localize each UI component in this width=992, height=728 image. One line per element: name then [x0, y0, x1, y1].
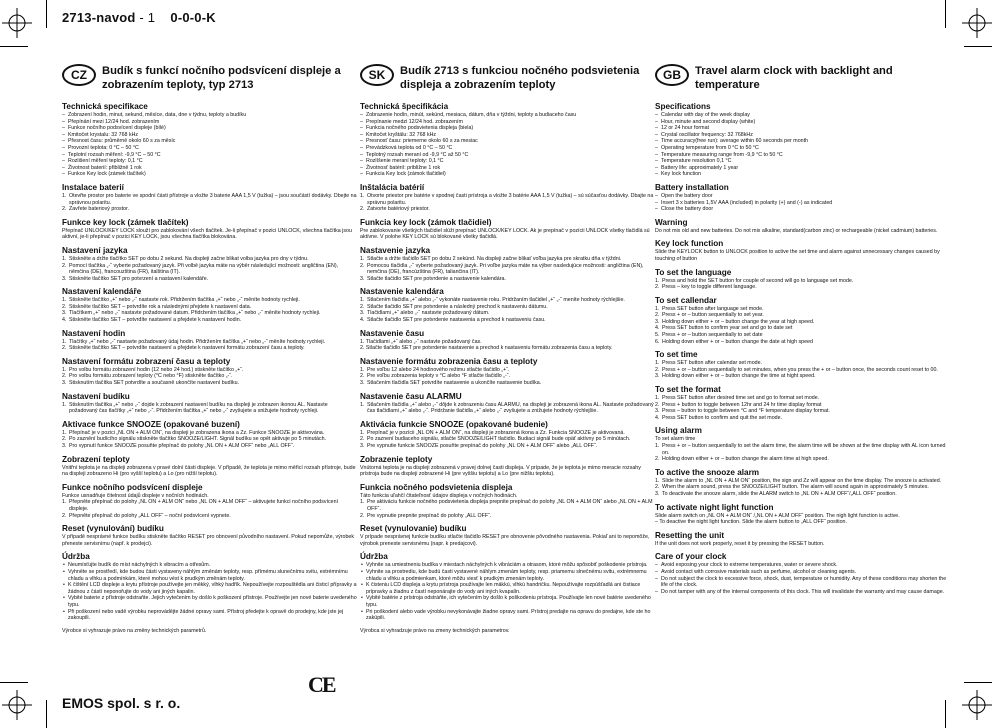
list-item: • Vybité batérie z prístroja odstráňte, ich vytečením by došlo k poškodeniu prístroja. Používajte len nové batérie uvedeného typu.: [360, 595, 655, 608]
list-item-text: Holding down either + or – button change the alarm time at high speed.: [662, 456, 829, 463]
section-heading: Nastavenie času: [360, 328, 425, 338]
section-heading: Nastavení kalendáře: [62, 287, 142, 297]
list-item: – Přesnost času: průměrně okolo 60 s za měsíc: [62, 138, 357, 145]
list-item-text: Pre voľbu 12 alebo 24 hodinového režimu stlačte tlačidlo „+“.: [367, 366, 510, 373]
list-item: – Zobrazenie hodín, minút, sekúnd, mesiaca, dátum, dňa v týždni, teploty a budiaceho času: [360, 112, 655, 119]
list-item: – Rozlišení měření teploty: 0,1 °C: [62, 158, 357, 165]
list-item: 1. Stiskněte a držte tlačítko SET po dobu 2 sekund. Na displeji začne blikat volba jazyka pro dny v týdnu.: [62, 255, 309, 262]
list-item: 1. Pro volbu formátu zobrazení hodin (12 nebo 24 hod.) stiskněte tlačítko „+“.: [62, 366, 244, 373]
list-item: 1. Press SET button after desired time set and go to format set mode.: [655, 395, 820, 402]
list-item-text: Stlačte a držte tlačidlo SET po dobu 2 sekúnd. Na displeji začne blikať voľba jazyka pre skratku dňa v týždni.: [367, 255, 622, 262]
paragraph: Slide the KEYLOCK button to UNLOCK position to active the set time and alarm against unnecessary changes caused by touching of button: [655, 249, 940, 262]
list-item: – Zobrazení hodin, minut, sekund, měsíce, data, dne v týdnu, teploty a budíku: [62, 112, 357, 119]
company-name: EMOS spol. s r. o.: [62, 695, 181, 711]
paragraph: Funkce usnadňuje čitelnost údajů displeje v nočních hodinách.: [62, 492, 209, 499]
list-item: 2. When the alarm sound, press the SNOOZE/LIGHT button. The alarm will sound again in approximately 5 minutes.: [655, 484, 929, 491]
list-item: – Prevádzková teplota od 0 °C – 50 °C: [360, 145, 655, 152]
list-item-text: Holding down either + or – button change the year at high speed.: [662, 318, 815, 325]
dash-list: [655, 112, 950, 178]
section-heading: Nastavení hodin: [62, 328, 126, 338]
list-item: – Funkce nočního podsvícení displeje (bílé): [62, 125, 357, 132]
section-heading: Nastavenie formátu zobrazenia času a teploty: [360, 356, 538, 366]
list-item: 1. Přepínač je v pozici „NL ON + ALM ON“, na displeji je zobrazena ikona a Zz. Funkce SNOOZE je aktivována.: [62, 429, 325, 436]
list-item: 2. Pre voľbu zobrazenia teploty v °C alebo °F stlačte tlačidlo „-“.: [360, 373, 510, 380]
list-item: 3. Holding down either + or – button change the time at hight speed.: [655, 373, 816, 380]
bullet-list: [360, 562, 655, 621]
separator: -: [139, 10, 144, 25]
paragraph: – To deactive the night light function. Slide the alarm button to „ALL OFF“ position.: [655, 519, 847, 526]
list-item: – Funkcia nočného podsvietenia displeja (biela): [360, 125, 655, 132]
version-code: 0-0-0-K: [170, 10, 216, 25]
section-heading: Údržba: [360, 552, 388, 562]
list-item-text: Press + or – button sequentially to set minutes, when you press the + or – button once, the seconds count reset to 00.: [662, 366, 938, 373]
list-item: 2. Pre vypnutie prepnite prepínač do polohy „ALL OFF“.: [360, 512, 492, 519]
list-item: 3. Stisknutím tlačítka SET potvrdíte a současně ukončíte nastavení budíku.: [62, 380, 240, 387]
dash-list: [62, 112, 357, 178]
paragraph: If the unit does not work properly, reset it by pressing the RESET button.: [655, 540, 825, 547]
list-item: 3. Stlačte tlačidlo SET pre potvrdenie a nastavenie kalendára.: [360, 275, 506, 282]
list-item: 2. Pomocí tlačítka „-“ vyberte požadovaný jazyk. Při volbě jazyka máte na výběr následující možnosti: angličtina (EN), němčina (DE), francouzština (FR), italština (IT).: [62, 262, 339, 276]
column-sk: [360, 64, 655, 700]
list-item-text: Stiskněte tlačítko „+“ nebo „-“ nastavte rok. Přidržením tlačítka „+“ nebo „-“ měníte hodnoty rychleji.: [69, 297, 300, 304]
list-item: 1. Pre voľbu 12 alebo 24 hodinového režimu stlačte tlačidlo „+“.: [360, 366, 510, 373]
list-item-text: Press + button to toggle between 12hr and 24 hr time display format: [662, 401, 822, 408]
list-item: 1. Press SET button after calendar set mode.: [655, 360, 763, 367]
list-item: – Battery life: approximately 1 year: [655, 165, 950, 172]
crop-mark: [46, 0, 47, 28]
list-item: – Time accuracy(free run): average within 60 seconds per month: [655, 138, 950, 145]
list-item: 2. Stiskněte tlačítko SET – potvrdíte rok a následnými přejdete k nastavení data.: [62, 303, 252, 310]
list-item: 3. Pre vypnutie funkcie SNOOZE posuňte prepínač do polohy „NL ON + ALM OFF“ alebo „ALL OFF“.: [360, 443, 598, 449]
section-heading: Specifications: [655, 102, 711, 111]
list-item: 5. Press + or – button sequentially to set date: [655, 332, 763, 339]
paragraph: Do not mix old and new batteries. Do not mix alkaline, standard(carbon zinc) or rechargeable (nickel cadmium) batteries.: [655, 227, 938, 234]
list-item: 1. Press + or – button sequentially to set the alarm time, the alarm time will be shown at the time display with AL icon turned on.: [655, 443, 946, 456]
list-item: 2. Po zaznení budiaceho signálu, stlačte SNOOZE/LIGHT tlačidlo. Budiaci signál bude opäť aktívny po 5 minútach.: [360, 436, 631, 443]
list-item-text: Press + or – button sequentially to set year.: [662, 312, 764, 319]
list-item: – Rozlíšenie meraní teploty: 0,1 °C: [360, 158, 655, 165]
bullet-list: [62, 562, 357, 621]
list-item-text: Přepněte přepínač do polohy „ALL OFF“ – noční podsvícení vypnete.: [69, 512, 231, 519]
list-item: • K čisteniu LCD displeja a krytu prístroja používajte len mäkkú, vlhkú handričku. Nepoužívajte rozpúšťadlá ani čistiace prípravky a žiadnu z častí neponárajte do vody ani iných kvapalín.: [360, 582, 655, 595]
list-item: – Funkcia Key lock (zámok tlačidiel): [360, 171, 655, 178]
list-item: 2. Press – key to toggle different language.: [655, 284, 757, 291]
list-item-text: Press SET button to confirm and quit the set mode.: [662, 414, 783, 421]
numbered-list: [655, 306, 950, 346]
section-heading: Warning: [655, 217, 688, 227]
section-heading: Nastavenie času ALARMU: [360, 391, 462, 401]
numbered-list: [655, 395, 950, 421]
list-item: – Do not tamper with any of the internal components of this clock. This will invalidate the warranty and may cause damage.: [655, 589, 950, 596]
list-item: 1. Press and hold the SET button for couple of second will go to language set mode.: [655, 277, 854, 284]
numbered-list: [62, 297, 357, 323]
list-item-text: Slide the alarm to „NL ON + ALM ON“ position, the sign and Zz will appear on the time display. The snooze is activated.: [662, 477, 942, 484]
list-item: 1. Pre aktiváciu funkcie nočného podsvietenia displeja prepnite prepínač do polohy „NL ON + ALM ON“ alebo „NL ON + ALM OFF“.: [360, 499, 653, 512]
list-item-text: Po zaznení budiaceho signálu, stlačte SNOOZE/LIGHT tlačidlo. Budiaci signál bude opäť aktívny po 5 minútach.: [367, 436, 631, 443]
list-item: – Presnosť času: priemerne okolo 60 s za mesiac: [360, 138, 655, 145]
list-item: 2. Stiskněte tlačítko SET – potvrdíte nastavení a přejdete k nastavení formátu zobrazení času a teploty.: [62, 345, 305, 352]
list-item: 6. Holding down either + or – button change the date at high speed: [655, 338, 813, 345]
list-item-text: Pro vypnutí funkce SNOOZE posuňte přepínač do polohy „NL ON + ALM OFF“ nebo „ALL OFF“.: [69, 443, 295, 449]
list-item: – Kmitočet krystalu: 32 768 kHz: [62, 132, 357, 139]
paragraph: Pre zablokovanie všetkých tlačidiel slúži prepínač UNLOCK/KEY LOCK. Ak je prepínač v pozícii UNLOCK všetky tlačidlá sú aktívne. V polohe KEY LOCK sú blokované všetky tlačidlá.: [360, 227, 650, 241]
list-item-text: Stiskněte tlačítko SET – potvrdíte rok a následnými přejdete k nastavení data.: [69, 303, 252, 310]
section-heading: Funkcia key lock (zámok tlačidiel): [360, 217, 492, 227]
section-header: [655, 64, 950, 92]
section-heading: Technická špecifikácia: [360, 102, 449, 111]
section-heading: Instalace baterií: [62, 182, 124, 192]
list-item: – Prepínanie medzi 12/24 hod. zobrazením: [360, 119, 655, 126]
list-item: 4. Press SET button to confirm and quit the set mode.: [655, 414, 783, 421]
list-item: – Insert 3 x batteries 1,5V AAA (included) in polarity (+) and (-) as indicated: [655, 200, 950, 207]
crop-mark: [964, 46, 992, 47]
list-item-text: Tlačítkem „+“ nebo „-“ nastavte požadované datum. Přidržením tlačítka „+“ nebo „-“ měníte hodnoty rychleji.: [69, 310, 321, 317]
list-item: • K čištění LCD displeje a krytu přístroje používejte jen měkký, vlhký hadřík. Nepoužívejte rozpouštědla ani čisticí přípravky a žádnou z částí neponořujte do vody ani jiných kapalin.: [62, 582, 357, 595]
manufacturer-note: Výrobce si vyhrazuje právo na změny technických parametrů.: [62, 627, 207, 634]
list-item: 2. Stlačte tlačidlo SET pre potvrdenie a následný prechod k nastaveniu dátumu.: [360, 303, 548, 310]
paragraph: To set alarm time: [655, 436, 696, 443]
section-heading: To set callendar: [655, 295, 717, 305]
list-item-text: Pro volbu formátu zobrazení hodin (12 nebo 24 hod.) stiskněte tlačítko „+“.: [69, 366, 244, 373]
dash-list: [655, 562, 950, 595]
list-item: 2. Po zaznění budícího signálu stiskněte tlačítko SNOOZE/LIGHT. Signál budíku se opět aktivuje po 5 minutách.: [62, 436, 327, 443]
page-number: 1: [147, 10, 156, 25]
list-item: – Přepínání mezi 12/24 hod. zobrazením: [62, 119, 357, 126]
list-item: • Neumísťujte budík do míst náchylných k vibracím a otřesům.: [62, 562, 357, 569]
numbered-list: [655, 360, 950, 380]
list-item: – 12 or 24 hour format: [655, 125, 950, 132]
section-heading: To set the language: [655, 267, 732, 277]
section-heading: Nastavení formátu zobrazení času a teploty: [62, 356, 231, 366]
list-item: 4. Press SET button to confirm year set and go to date set: [655, 325, 793, 332]
list-item-text: When the alarm sound, press the SNOOZE/LIGHT button. The alarm will sound again in approximately 5 minutes.: [662, 484, 929, 491]
numbered-list: [62, 367, 357, 387]
numbered-list: [360, 256, 655, 282]
list-item: 3. Tlačidlami „+“ alebo „-“ nastavte požadovaný dátum.: [360, 310, 490, 317]
list-item: – Key lock function: [655, 171, 950, 178]
list-item-text: Tlačítky „+“ nebo „-“ nastavte požadovaný údaj hodin. Přidržením tlačítka „+“ nebo „-“ měníte hodnoty rychleji.: [69, 338, 326, 345]
numbered-list: [62, 193, 357, 213]
ce-mark: CE: [308, 672, 335, 697]
column-gb: [655, 64, 950, 700]
list-item-text: Stlačte tlačidlo SET pre potvrdenie a následný prechod k nastaveniu dátumu.: [367, 303, 548, 310]
list-item: 2. Pomocou tlačidla „-“ vyberte požadovaný jazyk. Pri voľbe jazyka máte na výber nasledujúce možnosti: angličtina (EN), nemčina (DE), francúzština (FR), taliančina (IT).: [360, 262, 644, 276]
section-heading: Funkcia nočného podsvietenia displeja: [360, 482, 513, 492]
list-item-text: Otevřte prostor pro baterie ve spodní části přístroje a vložte 3 baterie AAA 1,5 V (tužka) – jsou součástí dodávky. Dbejte na správnou polaritu.: [69, 192, 357, 206]
section-heading: Zobrazení teploty: [62, 454, 130, 464]
list-item: – Open the battery door: [655, 193, 950, 200]
list-item: 2. Press + or – button sequentially to set year.: [655, 312, 764, 319]
section-heading: To activate night light function: [655, 502, 774, 512]
numbered-list: [360, 193, 655, 213]
section-heading: Nastavení jazyka: [62, 245, 128, 255]
paragraph: Vnútorná teplota je na displeji zobrazená v pravej dolnej časti displeja. V prípade, že je teplota je mimo meracie rozsahy prístroja bude na displeji zobrazené Hi (pre vyššiu teplotu) a Lo (pre nižšiu teplotu).: [360, 464, 641, 478]
list-item-text: Stisknutím tlačítka SET potvrdíte a současně ukončíte nastavení budíku.: [69, 380, 240, 387]
list-item-text: Press and hold the SET button for couple of second will go to language set mode.: [662, 277, 854, 284]
section-heading: Zobrazenie teploty: [360, 454, 433, 464]
section-header: [360, 64, 655, 92]
numbered-list: [360, 499, 655, 519]
list-item-text: Přepínač je v pozici „NL ON + ALM ON“, na displeji je zobrazena ikona a Zz. Funkce SNOOZE je aktivována.: [69, 429, 325, 436]
list-item: 1. Slide the alarm to „NL ON + ALM ON“ position, the sign and Zz will appear on the time display. The snooze is activated.: [655, 477, 942, 484]
list-item-text: Holding down either + or – button change the time at hight speed.: [662, 373, 816, 380]
list-item-text: Stlačením tlačidla „+“ alebo „-“ dôjde k zobrazeniu času ALARMU, na displeji je zobrazená ikona AL. Nastavte požadovaný čas tlačidlami „+“ alebo „-“. Pridržanie tlačidla „+“ alebo „-“ zvyšujete a znižujete hodnoty rýchlejšie.: [367, 401, 654, 415]
list-item-text: Holding down either + or – button change the date at high speed: [662, 338, 813, 345]
numbered-list: [655, 278, 950, 291]
list-item: 1. Prepínač je v pozícii „NL ON + ALM ON“, na displeji je zobrazená ikona a Zz. Funkcia SNOOZE je aktivovaná.: [360, 429, 625, 436]
section-heading: To active the snooze alarm: [655, 467, 760, 477]
list-item-text: Pre voľbu zobrazenia teploty v °C alebo °F stlačte tlačidlo „-“.: [367, 373, 510, 380]
list-item: 4. Stiskněte tlačítko SET – potvrdíte nastavení a přejdete k nastavení hodin.: [62, 317, 242, 324]
list-item: – Calendar with day of the week display: [655, 112, 950, 119]
list-item-text: Stlačením tlačidla SET potvrdíte nastavenie a ukončíte nastavenie budíka.: [367, 380, 542, 387]
registration-mark-icon: [962, 8, 992, 38]
manufacturer-note: Výrobca si vyhradzuje právo na zmeny technických parametrov.: [360, 627, 510, 634]
list-item-text: Tlačidlami „+“ alebo „-“ nastavte požadovaný dátum.: [367, 310, 490, 317]
list-item: 3. To deactivate the snooze alarm, slide the ALARM switch to „NL ON + ALM OFF“/„ALL OFF“ position.: [655, 490, 897, 497]
section-heading: To set time: [655, 350, 698, 360]
crop-mark: [46, 700, 47, 728]
list-item-text: Pre vypnutie prepnite prepínač do polohy „ALL OFF“.: [367, 512, 492, 519]
list-item-text: Po zaznění budícího signálu stiskněte tlačítko SNOOZE/LIGHT. Signál budíku se opět aktivuje po 5 minutách.: [69, 436, 327, 443]
list-item-text: Pomocou tlačidla „-“ vyberte požadovaný jazyk. Pri voľbe jazyka máte na výber nasledujúce možnosti: angličtina (EN), nemčina (DE), francúzština (FR), taliančina (IT).: [367, 262, 644, 276]
list-item-text: Přepněte přepínač do polohy „NL ON + ALM ON“ nebo „NL ON + ALM OFF“ – aktivujete funkci nočního podsvícení displeje.: [69, 499, 339, 512]
paragraph: Táto funkcia uľahčí čitateľnosť údajov displeja v nočných hodinách.: [360, 492, 518, 499]
list-item-text: Press – button to toggle between °C and °F temperature display format.: [662, 408, 830, 415]
section-heading: Aktivace funkce SNOOZE (opakované buzení): [62, 419, 240, 429]
numbered-list: [655, 443, 950, 463]
list-item: • Vyhněte se prostředí, kde budou části vystaveny náhlým změnám teploty, resp. přímému slunečnímu svitu, extrémnímu chladu a vlhku a podmínkám, které mohou vést k prudkým změnám teploty.: [62, 569, 357, 582]
list-item-text: Zavřete bateriový prostor.: [69, 206, 130, 213]
list-item: – Provozní teplota: 0 °C – 50 °C: [62, 145, 357, 152]
list-item-text: Stlačte tlačidlo SET pre potvrdenie a nastavenie kalendára.: [367, 275, 506, 282]
list-item: 3. Stlačením tlačidla SET potvrdíte nastavenie a ukončíte nastavenie budíka.: [360, 380, 542, 387]
section-heading: Battery installation: [655, 182, 729, 192]
paragraph: 1. Tlačidlami „+“ alebo „-“ nastavte požadovaný čas.: [360, 338, 482, 345]
section-heading: Care of your clock: [655, 552, 727, 562]
list-item-text: Stiskněte tlačítko SET – potvrdíte nastavení a přejdete k nastavení formátu zobrazení času a teploty.: [69, 345, 305, 352]
section-heading: Funkce key lock (zámek tlačítek): [62, 217, 189, 227]
list-item-text: Press + or – button sequentially to set the alarm time, the alarm time will be shown at the time display with AL icon turned on.: [662, 443, 946, 456]
section-heading: Nastavenie kalendára: [360, 287, 444, 297]
list-item-text: Press SET button after desired time set and go to format set mode.: [662, 395, 820, 402]
list-item-text: Press – key to toggle different language.: [662, 284, 757, 291]
list-item: 1. Otvorte priestor pre batérie v spodnej časti prístroja a vložte 3 batérie AAA 1,5 V (tužka) – sú súčasťou dodávky. Dbajte na správnu polaritu.: [360, 192, 654, 206]
crop-mark: [945, 0, 946, 28]
list-item-text: Stlačením tlačidla „+“ alebo „-“ vykonáte nastavenie roku. Pridržaním tlačidiel „+“ „-“ meníte hodnoty rýchlejšie.: [367, 297, 625, 304]
list-item: 3. Press – button to toggle between °C and °F temperature display format.: [655, 408, 830, 415]
list-item-text: Pro volbu formátu zobrazení teploty (°C nebo °F) stiskněte tlačítko „-“.: [69, 373, 233, 380]
list-item-text: Stiskněte a držte tlačítko SET po dobu 2 sekund. Na displeji začne blikat volba jazyka pro dny v týdnu.: [69, 255, 309, 262]
paragraph: Slide alarm switch on „NL ON + ALM ON“ /„NL ON + ALM OFF“ position. The nigh light function is active.: [655, 512, 900, 519]
list-item: • Vyhnite sa umiestneniu budíka v miestach náchylných k vibráciám a otrasom, ktoré môžu spôsobiť poškodenie prístroja.: [360, 562, 655, 569]
section-heading: Key lock function: [655, 239, 724, 249]
list-item: – Teplotní rozsah měření: -9,9 °C – 50 °C: [62, 152, 357, 159]
section-heading: Using alarm: [655, 426, 702, 436]
list-item: – Temperature measuring range from -9,9 °C to 50 °C: [655, 152, 950, 159]
list-item: – Životnost baterií: přibližně 1 rok: [62, 165, 357, 172]
list-item: 1. Přepněte přepínač do polohy „NL ON + ALM ON“ nebo „NL ON + ALM OFF“ – aktivujete funkci nočního podsvícení displeje.: [62, 499, 339, 512]
list-item-text: Stlačte tlačidlo SET pre potvrdenie nastavenia a prechod k nastaveniu času.: [367, 317, 546, 324]
list-item: – Temperature resolution 0,1 °C: [655, 158, 950, 165]
list-item: – Funkce Key lock (zámek tlačítek): [62, 171, 357, 178]
list-item: 3. Pro vypnutí funkce SNOOZE posuňte přepínač do polohy „NL ON + ALM OFF“ nebo „ALL OFF“.: [62, 443, 295, 449]
list-item: 2. Zavřete bateriový prostor.: [62, 206, 130, 213]
list-item: – Avoid contact with corrosive materials such as perfume, alcohol or cleaning agents.: [655, 569, 950, 576]
language-badge: GB: [655, 64, 689, 86]
list-item: 1. Stlačením tlačidla „+“ alebo „-“ vykonáte nastavenie roku. Pridržaním tlačidiel „+“ „-“ meníte hodnoty rýchlejšie.: [360, 297, 625, 304]
list-item-text: Pre vypnutie funkcie SNOOZE posuňte prepínač do polohy „NL ON + ALM OFF“ alebo „ALL OFF“.: [367, 443, 598, 449]
dash-list: [360, 112, 655, 178]
list-item-text: Stiskněte tlačítko SET – potvrdíte nastavení a přejdete k nastavení hodin.: [69, 317, 242, 324]
list-item: 4. Stlačte tlačidlo SET pre potvrdenie nastavenia a prechod k nastaveniu času.: [360, 317, 546, 324]
list-item: 1. Stlačením tlačidla „+“ alebo „-“ dôjde k zobrazeniu času ALARMU, na displeji je zobrazená ikona AL. Nastavte požadovaný čas tlačidlami „+“ alebo „-“. Pridržanie tlačidla „+“ alebo „-“ zvyšujete a znižujete hodnoty rýchlejšie.: [360, 401, 654, 415]
registration-mark-icon: [2, 690, 32, 720]
list-item-text: Press SET button after language set mode.: [662, 305, 764, 312]
list-item: 2. Press + button to toggle between 12hr and 24 hr time display format: [655, 401, 822, 408]
language-badge: SK: [360, 64, 394, 86]
dash-list: [655, 193, 950, 213]
list-item-text: Stisknutím tlačítka „+“ nebo „-“ dojde k zobrazení nastavení budíku na displeji je zobrazen ikonou AL. Nastavte požadovaný čas tlačítky „+“ nebo „-“. Přidržením tlačítka „+“ nebo „-“ zvyšujete a snižujete hodnoty rychleji.: [69, 401, 328, 415]
language-badge: CZ: [62, 64, 96, 86]
section-heading: Reset (vynulovanie) budíku: [360, 524, 467, 534]
list-item: • Při poškození nebo vadě výrobku neprovádějte žádné opravy sami. Přístroj předejte k opravě do prodejny, kde jste jej zakoupili.: [62, 609, 357, 622]
doc-code: 2713-navod: [62, 10, 136, 25]
section-heading: Inštalácia batérií: [360, 182, 425, 192]
numbered-list: [360, 430, 655, 450]
numbered-list: [360, 402, 655, 415]
list-item-text: Zatvorte batériový priestor.: [367, 206, 430, 213]
list-item-text: Prepínač je v pozícii „NL ON + ALM ON“, na displeji je zobrazená ikona a Zz. Funkcia SNOOZE je aktivovaná.: [367, 429, 625, 436]
list-item: 2. Zatvorte batériový priestor.: [360, 206, 430, 213]
list-item-text: Press + or – button sequentially to set date: [662, 332, 763, 339]
list-item: 1. Stiskněte tlačítko „+“ nebo „-“ nastavte rok. Přidržením tlačítka „+“ nebo „-“ měníte hodnoty rychleji.: [62, 297, 300, 304]
numbered-list: [360, 367, 655, 387]
section-heading: Reset (vynulování) budíku: [62, 524, 164, 534]
list-item-text: Press SET button to confirm year set and go to date set: [662, 325, 793, 332]
crop-mark: [0, 46, 28, 47]
list-item: 1. Tlačítky „+“ nebo „-“ nastavte požadovaný údaj hodin. Přidržením tlačítka „+“ nebo „-“ měníte hodnoty rychleji.: [62, 338, 326, 345]
section-heading: Nastavení budíku: [62, 391, 130, 401]
section-heading: Aktivácia funkcie SNOOZE (opakované budenie): [360, 419, 548, 429]
list-item: – Do not subject the clock to excessive force, shock, dust, temperature or humidity. Any of these conditions may shorten the life of the clock.: [655, 576, 950, 589]
list-item: – Avoid exposing your clock to extreme temperatures, water or severe shock.: [655, 562, 950, 569]
list-item: 3. Stiskněte tlačítko SET pro potvrzení a nastavení kalendáře.: [62, 275, 209, 282]
list-item: • Pri poškodení alebo vade výrobku nevykonávajte žiadne opravy sami. Prístroj predajte na opravu do predajne, kde ste ho zakúpili.: [360, 609, 655, 622]
list-item: 2. Přepněte přepínač do polohy „ALL OFF“ – noční podsvícení vypnete.: [62, 512, 231, 519]
registration-mark-icon: [962, 690, 992, 720]
section-header: [62, 64, 357, 92]
list-item: • Vybité baterie z přístroje odstraňte. Jejich vytečením by došlo k poškození přístroje. Používejte jen nové baterie uvedeného typu.: [62, 595, 357, 608]
manual-title: Budík s funkcí nočního podsvícení displeje a zobrazením teploty, typ 2713: [102, 65, 341, 91]
numbered-list: [62, 339, 357, 352]
list-item: 3. Tlačítkem „+“ nebo „-“ nastavte požadované datum. Přidržením tlačítka „+“ nebo „-“ měníte hodnoty rychleji.: [62, 310, 321, 317]
paragraph: 2. Stlačte tlačidlo SET pre potvrdenie nastavenie a prechod k nastaveniu formátu zobrazenia času a teploty.: [360, 345, 613, 352]
list-item-text: To deactivate the snooze alarm, slide the ALARM switch to „NL ON + ALM OFF“/„ALL OFF“ position.: [662, 490, 897, 497]
list-item: • Vyhnite sa prostrediu, kde budú časti vystavené náhlym zmenám teploty, resp. priamemu slnečnému svitu, extrémnemu chladu a vlhku a podmienkam, ktoré môžu viesť k prudkým zmenám teploty.: [360, 569, 655, 582]
list-item: – Close the battery door: [655, 206, 950, 213]
list-item: 2. Holding down either + or – button change the alarm time at high speed.: [655, 456, 829, 463]
paragraph: Přepínač UNLOCK/KEY LOCK slouží pro zablokování všech tlačítek. Je-li přepínač v pozici UNLOCK, všechna tlačítka jsou aktivní, je-li přepínač v pozici KEY LOCK, jsou všechna tlačítka blokována.: [62, 227, 352, 241]
numbered-list: [62, 402, 357, 415]
column-cz: [62, 64, 357, 700]
numbered-list: [62, 430, 357, 450]
list-item: 1. Otevřte prostor pro baterie ve spodní části přístroje a vložte 3 baterie AAA 1,5 V (tužka) – jsou součástí dodávky. Dbejte na správnou polaritu.: [62, 192, 357, 206]
crop-mark: [964, 682, 992, 683]
crop-mark: [945, 700, 946, 728]
list-item: – Teplotný rozsah meraní od -9,9 °C až 50 °C: [360, 152, 655, 159]
section-heading: Funkce nočního podsvícení displeje: [62, 482, 203, 492]
list-item: 2. Press + or – button sequentially to set minutes, when you press the + or – button once, the seconds count reset to 00.: [655, 366, 938, 373]
section-heading: Údržba: [62, 552, 90, 562]
crop-mark: [0, 682, 28, 683]
list-item: – Hour, minute and second display (white): [655, 119, 950, 126]
list-item: – Kmitočet kryštálu: 32 768 kHz: [360, 132, 655, 139]
list-item: 1. Stisknutím tlačítka „+“ nebo „-“ dojde k zobrazení nastavení budíku na displeji je zobrazen ikonou AL. Nastavte požadovaný čas tlačítky „+“ nebo „-“. Přidržením tlačítka „+“ nebo „-“ zvyšujete a snižujete hodnoty rychleji.: [62, 401, 328, 415]
list-item-text: Stiskněte tlačítko SET pro potvrzení a nastavení kalendáře.: [69, 275, 209, 282]
list-item: 1. Press SET button after language set mode.: [655, 305, 764, 312]
document-header: [62, 10, 216, 25]
manual-title: Budík 2713 s funkciou nočného podsvietenia displeja a zobrazením teploty: [400, 65, 640, 91]
section-heading: Resetting the unit: [655, 530, 725, 540]
numbered-list: [62, 256, 357, 282]
numbered-list: [62, 499, 357, 519]
numbered-list: [360, 297, 655, 323]
list-item-text: Pomocí tlačítka „-“ vyberte požadovaný jazyk. Při volbě jazyka máte na výběr následující možnosti: angličtina (EN), němčina (DE), francouzština (FR), italština (IT).: [69, 262, 339, 276]
paragraph: V případě nesprávné funkce budíku stiskněte tlačítko RESET pro obnovení původního nastavení. Pokud nepomůže, výrobek přeneste servisnímu (např. k prodejci).: [62, 534, 355, 547]
list-item: – Crystal oscillator frequency: 32 768kHz: [655, 132, 950, 139]
section-heading: To set the format: [655, 385, 721, 395]
section-heading: Technická specifikace: [62, 102, 148, 111]
numbered-list: [655, 478, 950, 498]
list-item-text: Otvorte priestor pre batérie v spodnej časti prístroja a vložte 3 batérie AAA 1,5 V (tužka) – sú súčasťou dodávky. Dbajte na správnu polaritu.: [367, 192, 654, 206]
list-item: – Životnosť batérií: približne 1 rok: [360, 165, 655, 172]
list-item: 2. Pro volbu formátu zobrazení teploty (°C nebo °F) stiskněte tlačítko „-“.: [62, 373, 233, 380]
paragraph: Vnitřní teplota je na displeji zobrazena v pravé dolní části displeje. V případě, že teplota je mimo měřicí rozsah přístroje, bude na displeji zobrazeno Hi (pro vyšší teplotu) a Lo (pro nižší teplotu).: [62, 464, 356, 478]
section-heading: Nastavenie jazyka: [360, 245, 431, 255]
list-item: – Operating temperature from 0 °C to 50 °C: [655, 145, 950, 152]
list-item: 3. Holding down either + or – button change the year at high speed.: [655, 318, 815, 325]
list-item-text: Press SET button after calendar set mode.: [662, 360, 763, 367]
list-item-text: Pre aktiváciu funkcie nočného podsvietenia displeja prepnite prepínač do polohy „NL ON + ALM ON“ alebo „NL ON + ALM OFF“.: [367, 499, 653, 512]
registration-mark-icon: [2, 8, 32, 38]
list-item: 1. Stlačte a držte tlačidlo SET po dobu 2 sekúnd. Na displeji začne blikať voľba jazyka pre skratku dňa v týždni.: [360, 255, 622, 262]
manual-title: Travel alarm clock with backlight and temperature: [695, 65, 893, 91]
paragraph: V prípade nesprávnej funkcie budíku stlačte tlačidlo RESET pre obnovenie pôvodného nastavenia. Pokiaľ ani to nepomôže, výrobok preneste servisnému (napr. k predajcovi).: [360, 534, 650, 547]
